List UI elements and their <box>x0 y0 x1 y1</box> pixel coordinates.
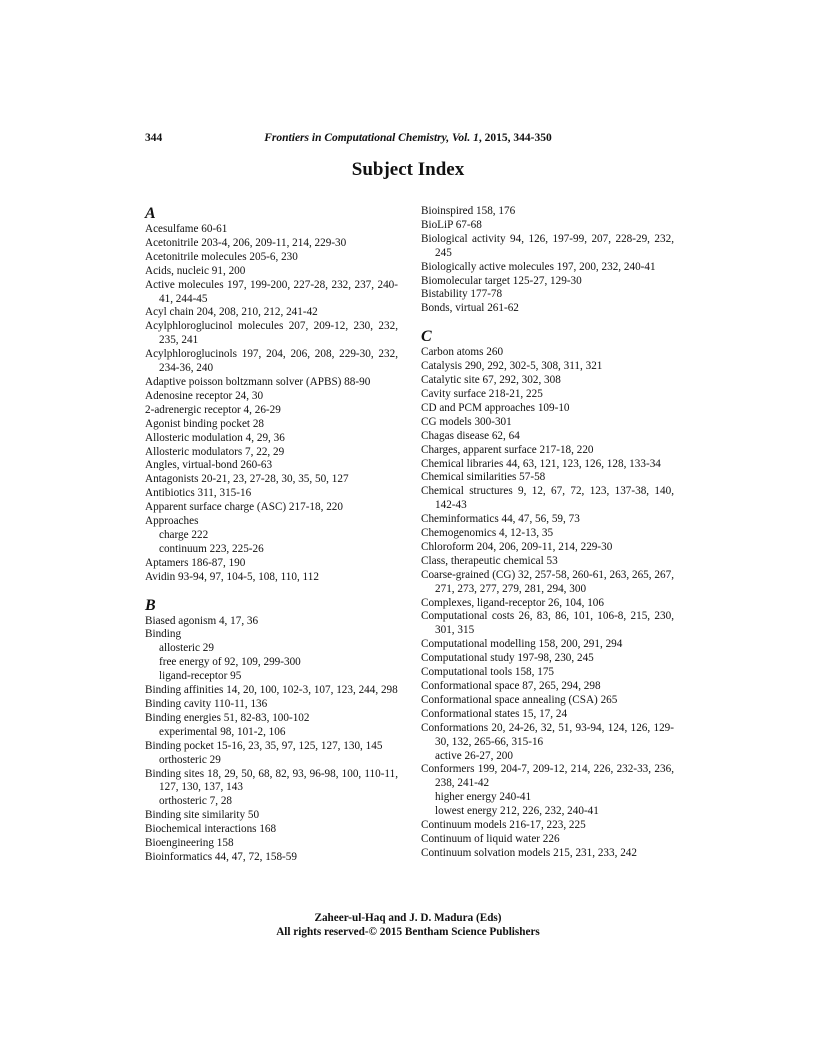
index-entry: Acylphloroglucinol molecules 207, 209-12, 230, 232, 235, 241 <box>145 320 398 347</box>
index-entry: CD and PCM approaches 109-10 <box>421 401 570 414</box>
index-entry: Cheminformatics 44, 47, 56, 59, 73 <box>421 513 580 526</box>
index-entry: Antagonists 20-21, 23, 27-28, 30, 35, 50, 127 <box>145 473 349 486</box>
index-subentry: free energy of 92, 109, 299-300 <box>159 656 301 669</box>
index-entry: Antibiotics 311, 315-16 <box>145 487 252 500</box>
section-letter: A <box>145 205 156 222</box>
index-entry: Avidin 93-94, 97, 104-5, 108, 110, 112 <box>145 570 319 583</box>
index-entry: Complexes, ligand-receptor 26, 104, 106 <box>421 596 604 609</box>
index-entry: Binding <box>145 628 182 641</box>
page-number: 344 <box>145 132 163 144</box>
index-entry: Allosteric modulation 4, 29, 36 <box>145 431 285 444</box>
index-entry: Continuum of liquid water 226 <box>421 832 560 845</box>
index-entry: Bioinspired 158, 176 <box>421 205 516 217</box>
index-entry: Biological activity 94, 126, 197-99, 207, 228-29, 232, 245 <box>421 232 674 259</box>
index-subentry: ligand-receptor 95 <box>159 670 242 683</box>
index-entry: Angles, virtual-bond 260-63 <box>145 459 273 472</box>
index-entry: Bioengineering 158 <box>145 837 234 850</box>
index-entry: CG models 300-301 <box>421 415 512 428</box>
index-entry: Binding affinities 14, 20, 100, 102-3, 107, 123, 244, 298 <box>145 684 398 697</box>
index-entry: Conformational states 15, 17, 24 <box>421 707 568 720</box>
index-entry: Bioinformatics 44, 47, 72, 158-59 <box>145 850 297 863</box>
footer-rights: All rights reserved-© 2015 Bentham Science Publishers <box>276 926 540 938</box>
index-entry: Biochemical interactions 168 <box>145 823 277 836</box>
index-entry: Computational modelling 158, 200, 291, 294 <box>421 638 623 651</box>
journal-name: Frontiers in Computational Chemistry, Vol. 1 <box>264 132 479 144</box>
index-entry: Chemogenomics 4, 12-13, 35 <box>421 527 554 540</box>
index-entry: Continuum models 216-17, 223, 225 <box>421 819 586 832</box>
index-entry: Chloroform 204, 206, 209-11, 214, 229-30 <box>421 540 613 553</box>
journal-year-pages: , 2015, 344-350 <box>478 132 552 144</box>
index-subentry: orthosteric 29 <box>159 753 221 766</box>
index-entry: Biased agonism 4, 17, 36 <box>145 614 259 627</box>
section-letter: B <box>145 596 156 614</box>
index-entry: Computational tools 158, 175 <box>421 666 555 679</box>
index-entry: Conformational space annealing (CSA) 265 <box>421 693 618 706</box>
index-entry: Catalytic site 67, 292, 302, 308 <box>421 374 561 387</box>
section-gap <box>421 316 674 328</box>
index-entry: Aptamers 186-87, 190 <box>145 556 246 569</box>
index-entry: Chemical libraries 44, 63, 121, 123, 126, 128, 133-34 <box>421 457 661 470</box>
index-entry: Acetonitrile molecules 205-6, 230 <box>145 250 298 263</box>
index-entry: Biomolecular target 125-27, 129-30 <box>421 274 582 287</box>
index-subentry: higher energy 240-41 <box>435 791 532 804</box>
index-subentry: lowest energy 212, 226, 232, 240-41 <box>435 805 599 818</box>
index-entry: Bonds, virtual 261-62 <box>421 302 519 315</box>
index-subentry: continuum 223, 225-26 <box>159 542 264 555</box>
page-title: Subject Index <box>351 159 465 180</box>
section-gap <box>145 585 398 597</box>
index-entry: Acids, nucleic 91, 200 <box>145 264 246 277</box>
index-subentry: experimental 98, 101-2, 106 <box>159 725 286 738</box>
index-entry: Cavity surface 218-21, 225 <box>421 387 543 400</box>
index-subentry: active 26-27, 200 <box>435 749 513 762</box>
index-entry: Adenosine receptor 24, 30 <box>145 389 264 402</box>
index-entry: Binding energies 51, 82-83, 100-102 <box>145 711 310 724</box>
index-entry: Chagas disease 62, 64 <box>421 429 520 442</box>
index-entry: Carbon atoms 260 <box>421 346 504 359</box>
index-entry: Catalysis 290, 292, 302-5, 308, 311, 321 <box>421 360 603 373</box>
index-entry: 2-adrenergic receptor 4, 26-29 <box>145 403 281 416</box>
footer-editors: Zaheer-ul-Haq and J. D. Madura (Eds) <box>314 912 502 924</box>
index-entry: Conformers 199, 204-7, 209-12, 214, 226, 232-33, 236, 238, 241-42 <box>421 763 674 790</box>
journal-title <box>145 132 671 144</box>
index-entry: Binding sites 18, 29, 50, 68, 82, 93, 96-98, 100, 110-11, 127, 130, 137, 143 <box>145 767 398 794</box>
index-entry: Adaptive poisson boltzmann solver (APBS) 88-90 <box>145 375 371 388</box>
index-entry: Charges, apparent surface 217-18, 220 <box>421 443 594 456</box>
index-entry: Chemical similarities 57-58 <box>421 471 546 484</box>
index-entry: Continuum solvation models 215, 231, 233, 242 <box>421 846 637 859</box>
index-entry: Class, therapeutic chemical 53 <box>421 554 558 567</box>
section-letter: C <box>421 328 432 346</box>
index-entry: Computational costs 26, 83, 86, 101, 106-8, 215, 230, 301, 315 <box>421 610 674 637</box>
page-footer <box>0 911 816 939</box>
index-entry: Biologically active molecules 197, 200, 232, 240-41 <box>421 260 656 273</box>
index-entry: Acyl chain 204, 208, 210, 212, 241-42 <box>145 306 318 319</box>
index-subentry: orthosteric 7, 28 <box>159 795 233 808</box>
index-entry: Coarse-grained (CG) 32, 257-58, 260-61, 263, 265, 267, 271, 273, 277, 279, 281, 294, 300 <box>421 568 674 595</box>
index-entry: Agonist binding pocket 28 <box>145 417 265 430</box>
running-header <box>145 132 671 148</box>
index-entry: Acesulfame 60-61 <box>145 223 228 235</box>
index-entry: Active molecules 197, 199-200, 227-28, 232, 237, 240-41, 244-45 <box>145 278 398 305</box>
index-entry: Chemical structures 9, 12, 67, 72, 123, 137-38, 140, 142-43 <box>421 485 674 512</box>
index-entry: Apparent surface charge (ASC) 217-18, 220 <box>145 501 343 514</box>
index-subentry: charge 222 <box>159 528 209 541</box>
index-entry: Allosteric modulators 7, 22, 29 <box>145 445 285 458</box>
index-entry: Acetonitrile 203-4, 206, 209-11, 214, 229-30 <box>145 236 347 249</box>
index-entry: Conformations 20, 24-26, 32, 51, 93-94, 124, 126, 129-30, 132, 265-66, 315-16 <box>421 721 674 748</box>
index-column-right <box>421 205 674 861</box>
index-entry: Binding pocket 15-16, 23, 35, 97, 125, 127, 130, 145 <box>145 739 383 752</box>
index-entry: BioLiP 67-68 <box>421 218 482 231</box>
index-entry: Approaches <box>145 515 199 528</box>
index-column-left <box>145 205 398 865</box>
index-entry: Computational study 197-98, 230, 245 <box>421 652 594 665</box>
index-entry: Bistability 177-78 <box>421 288 503 301</box>
index-entry: Binding site similarity 50 <box>145 809 260 822</box>
index-entry: Binding cavity 110-11, 136 <box>145 698 268 710</box>
index-subentry: allosteric 29 <box>159 642 214 655</box>
index-entry: Conformational space 87, 265, 294, 298 <box>421 680 601 692</box>
index-entry: Acylphloroglucinols 197, 204, 206, 208, 229-30, 232, 234-36, 240 <box>145 348 398 375</box>
